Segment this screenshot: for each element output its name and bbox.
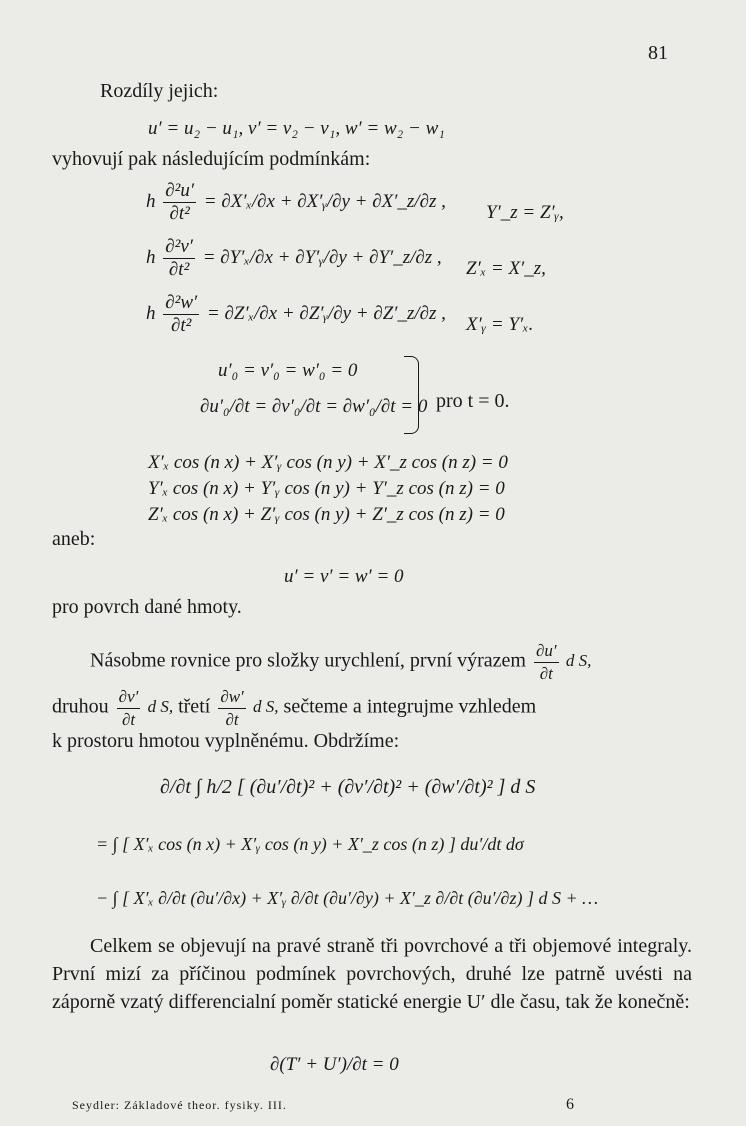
initial-brace: [404, 356, 419, 434]
equation-line-1: h $\frac{\text{∂²u′}}{\text{∂t²}}$ = ∂X′ₓ/∂x + ∂X′ᵧ/∂y + ∂X′_z/∂z ,: [146, 180, 446, 224]
para1-line3: k prostoru hmotou vyplněnému. Obdržíme:: [52, 730, 400, 752]
footer-signature: 6: [566, 1096, 574, 1113]
para2: Celkem se objevují na pravé straně tři povrchové a tři objemové integraly. První mizí za příčinou podmínek povrchových, druhé lze patrně uvésti na záporně vzatý differencialní poměr statické energie U′ dle času, tak že konečně:: [52, 935, 692, 1013]
eq1-lhs-num: ∂²u′: [165, 180, 194, 201]
initial-label: pro t = 0.: [436, 390, 510, 412]
eq2-rhs: = ∂Y′ₓ/∂x + ∂Y′ᵧ/∂y + ∂Y′_z/∂z ,: [202, 246, 442, 268]
diff-equations: u′ = u₂ − u₁, v′ = v₂ − v₁, w′ = w₂ − w₁: [148, 118, 445, 139]
surface-text: pro povrch dané hmoty.: [52, 596, 242, 618]
integral-eq-3: − ∫ [ X′ₓ ∂/∂t (∂u′/∂x) + X′ᵧ ∂/∂t (∂u′/∂y) + X′_z ∂/∂t (∂u′/∂z) ] d S + …: [96, 888, 599, 908]
surface-eq-2: Y′ₓ cos (n x) + Y′ᵧ cos (n y) + Y′_z cos (n z) = 0: [148, 478, 505, 499]
zero-equation: u′ = v′ = w′ = 0: [284, 566, 404, 587]
initial-condition-2: ∂u′₀/∂t = ∂v′₀/∂t = ∂w′₀/∂t = 0: [200, 396, 428, 417]
eq1-rhs: = ∂X′ₓ/∂x + ∂X′ᵧ/∂y + ∂X′_z/∂z ,: [203, 190, 446, 212]
surface-eq-1: X′ₓ cos (n x) + X′ᵧ cos (n y) + X′_z cos (n z) = 0: [148, 452, 508, 473]
para1-text-b: druhou: [52, 695, 109, 718]
footer-citation: Seydler: Základové theor. fysiky. III.: [72, 1098, 287, 1112]
eq3-lhs-num: ∂²w′: [165, 292, 198, 313]
aneb-label: aneb:: [52, 528, 96, 550]
integral-eq-1: ∂/∂t ∫ h/2 [ (∂u′/∂t)² + (∂v′/∂t)² + (∂w′/∂t)² ] d S: [160, 776, 536, 798]
intro-text: Rozdíly jejich:: [100, 80, 219, 102]
initial-condition-1: u′₀ = v′₀ = w′₀ = 0: [218, 360, 358, 381]
conditions-intro: vyhovují pak následujícím podmínkám:: [52, 148, 371, 170]
surface-eq-3: Z′ₓ cos (n x) + Z′ᵧ cos (n y) + Z′_z cos (n z) = 0: [148, 504, 505, 525]
para1-line1: Násobme rovnice pro složky urychlení, první výrazem $\frac{\partial u'}{\partial t}$ d S,: [90, 641, 592, 683]
para1-text-d: sečteme a integrujme vzhledem: [283, 695, 537, 718]
equation-line-3: h $\frac{\text{∂²w′}}{\text{∂t²}}$ = ∂Z′ₓ/∂x + ∂Z′ᵧ/∂y + ∂Z′_z/∂z ,: [146, 292, 446, 336]
eq3-rhs: = ∂Z′ₓ/∂x + ∂Z′ᵧ/∂y + ∂Z′_z/∂z ,: [206, 302, 446, 324]
equation-cond-1: Y′_z = Z′ᵧ,: [486, 202, 564, 223]
para1-text-c: třetí: [178, 695, 211, 718]
equation-cond-2: Z′ₓ = X′_z,: [466, 258, 546, 279]
equation-cond-3: X′ᵧ = Y′ₓ.: [466, 314, 534, 335]
equation-line-2: h $\frac{\text{∂²v′}}{\text{∂t²}}$ = ∂Y′ₓ/∂x + ∂Y′ᵧ/∂y + ∂Y′_z/∂z ,: [146, 236, 442, 280]
integral-eq-2: = ∫ [ X′ₓ cos (n x) + X′ᵧ cos (n y) + X′_z cos (n z) ] du′/dt dσ: [96, 834, 524, 854]
para1-text-a: Násobme rovnice pro složky urychlení, první výrazem: [90, 649, 526, 672]
eq2-lhs-num: ∂²v′: [165, 236, 193, 257]
para1-line2: druhou $\frac{\partial v'}{\partial t}$ d S, třetí $\frac{\partial w'}{\partial t}$ d S, sečteme a integrujme vzhledem: [52, 687, 537, 729]
final-equation: ∂(T′ + U′)/∂t = 0: [270, 1054, 399, 1075]
page-number: 81: [648, 42, 668, 64]
